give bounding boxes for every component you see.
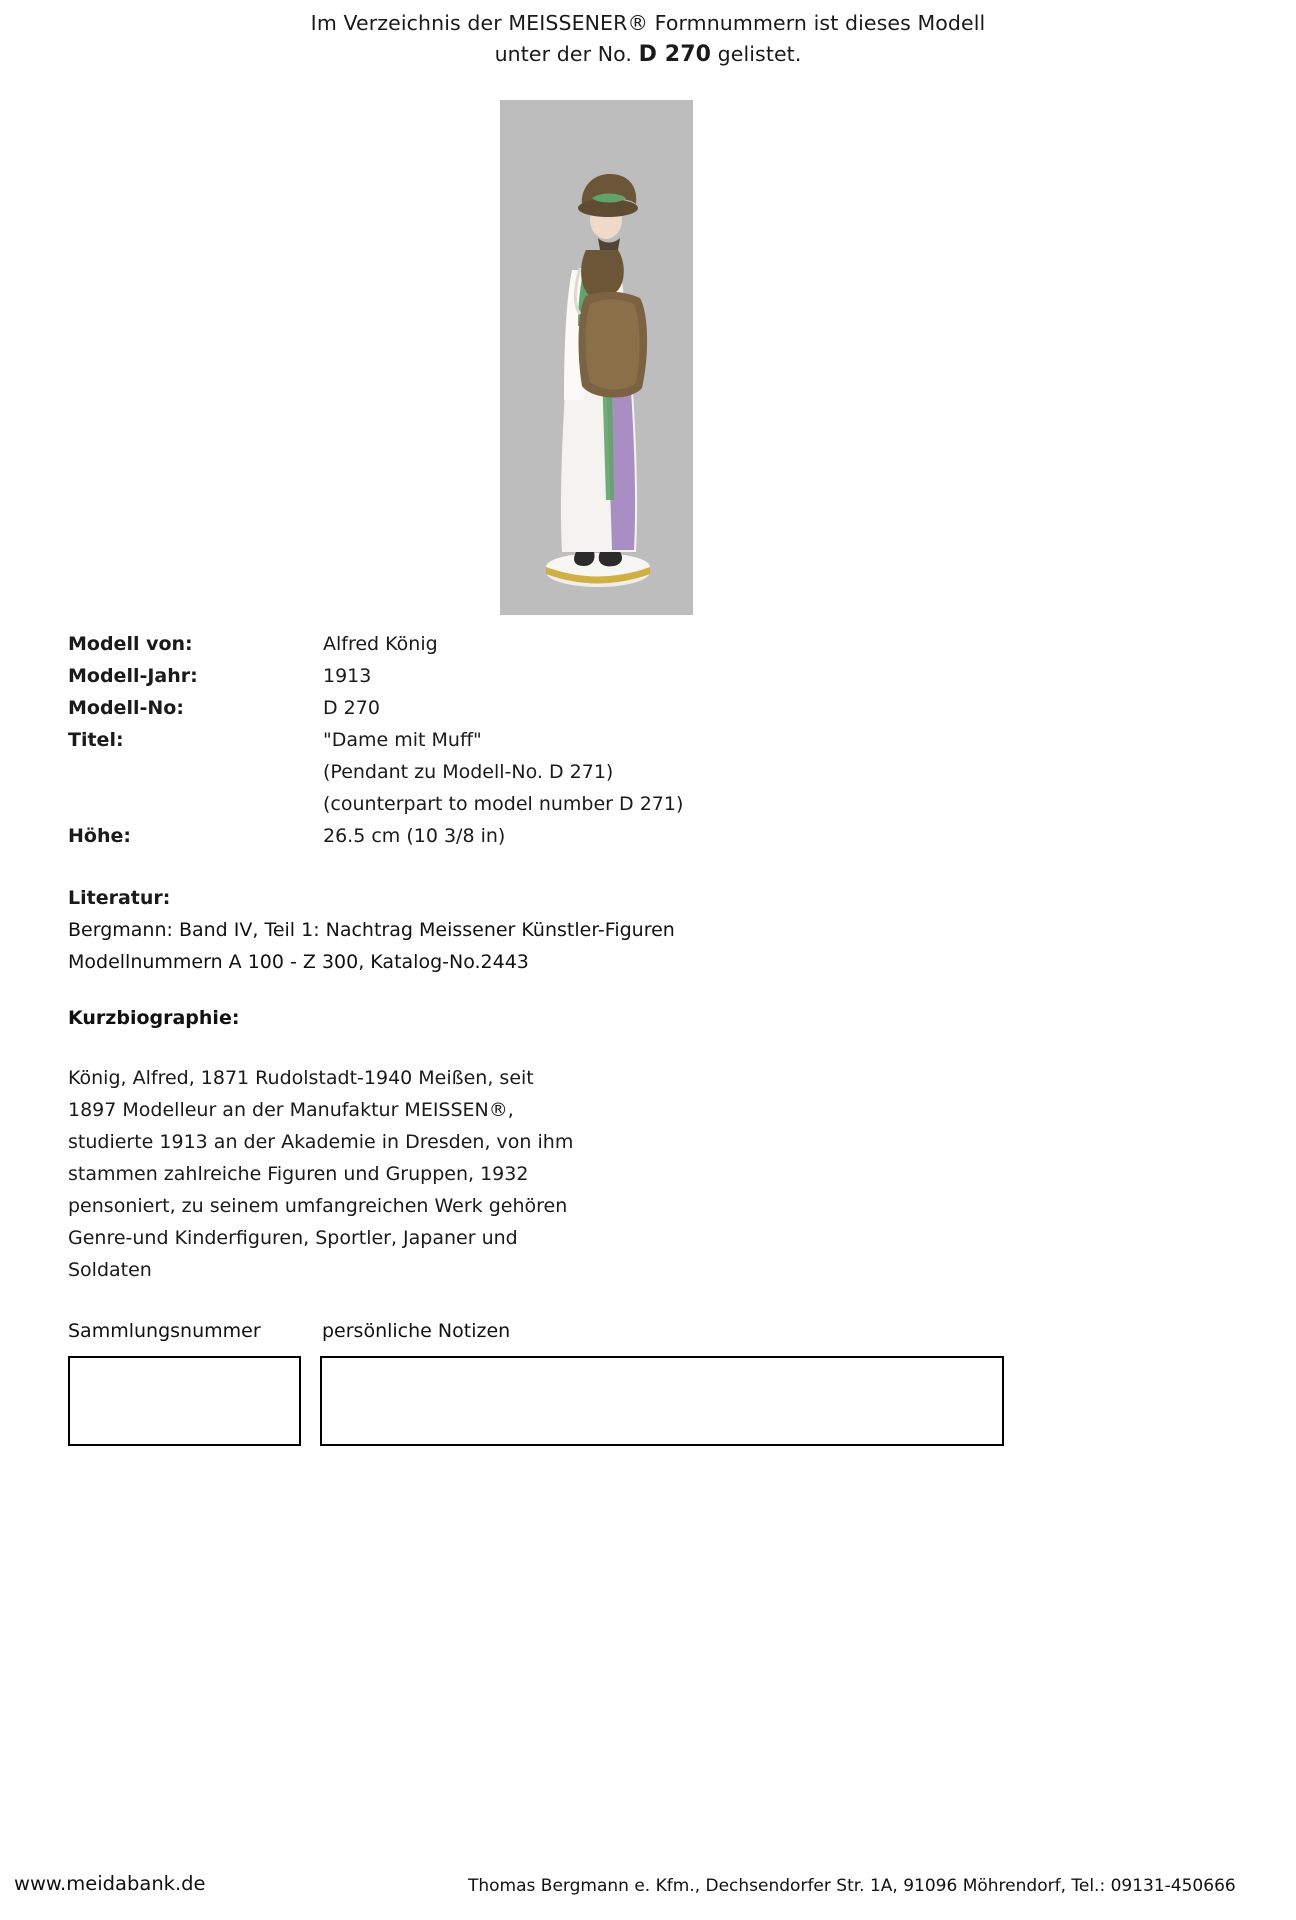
detail-label: Modell-No: — [68, 697, 184, 719]
literature-section — [68, 882, 968, 978]
biography-line: Genre-und Kinderfiguren, Sportler, Japaner und — [68, 1227, 518, 1249]
detail-value: 1913 — [323, 665, 372, 687]
header-line-2 — [0, 39, 1296, 70]
biography-line: stammen zahlreiche Figuren und Gruppen, 1932 — [68, 1163, 529, 1185]
biography-line: 1897 Modelleur an der Manufaktur MEISSEN®, — [68, 1099, 514, 1121]
detail-label: Modell-Jahr: — [68, 665, 198, 687]
biography-line: pensoniert, zu seinem umfangreichen Werk gehören — [68, 1195, 568, 1217]
table-row — [68, 692, 868, 724]
page-footer — [0, 1872, 1296, 1902]
model-details-table — [68, 628, 868, 852]
biography-line: Soldaten — [68, 1259, 152, 1281]
figurine-photo — [500, 100, 693, 615]
collection-number-field[interactable] — [68, 1356, 301, 1446]
personal-notes-field[interactable] — [320, 1356, 1004, 1446]
detail-label — [68, 756, 323, 788]
detail-value: (Pendant zu Modell-No. D 271) — [323, 761, 614, 783]
detail-label — [68, 788, 323, 820]
figurine-illustration — [500, 100, 693, 615]
biography-line: studierte 1913 an der Akademie in Dresden, von ihm — [68, 1131, 574, 1153]
table-row — [68, 756, 868, 788]
table-row — [68, 660, 868, 692]
literature-title: Literatur: — [68, 887, 171, 909]
detail-label: Modell von: — [68, 633, 193, 655]
website-link[interactable]: www.meidabank.de — [14, 1872, 206, 1895]
table-row — [68, 628, 868, 660]
detail-value: 26.5 cm (10 3/8 in) — [323, 825, 506, 847]
personal-notes-label: persönliche Notizen — [322, 1320, 511, 1342]
model-number-highlight: D 270 — [638, 42, 712, 67]
biography-title: Kurzbiographie: — [68, 1007, 240, 1029]
detail-value: (counterpart to model number D 271) — [323, 793, 684, 815]
literature-line-2: Modellnummern A 100 - Z 300, Katalog-No.2443 — [68, 951, 529, 973]
detail-value: D 270 — [323, 697, 380, 719]
company-address: Thomas Bergmann e. Kfm., Dechsendorfer Str. 1A, 91096 Möhrendorf, Tel.: 09131-450666 — [468, 1876, 1236, 1896]
detail-value: Alfred König — [323, 633, 438, 655]
collection-number-label: Sammlungsnummer — [68, 1320, 261, 1342]
literature-line-1: Bergmann: Band IV, Teil 1: Nachtrag Meissener Künstler-Figuren — [68, 919, 675, 941]
biography-section — [68, 1002, 768, 1286]
table-row — [68, 820, 868, 852]
table-row — [68, 724, 868, 756]
header-line-2-post: gelistet. — [711, 42, 802, 66]
biography-line: König, Alfred, 1871 Rudolstadt-1940 Meißen, seit — [68, 1067, 534, 1089]
detail-value: "Dame mit Muff" — [323, 729, 482, 751]
page-header — [0, 8, 1296, 70]
detail-label: Titel: — [68, 729, 124, 751]
header-line-2-pre: unter der No. — [494, 42, 639, 66]
table-row — [68, 788, 868, 820]
detail-label: Höhe: — [68, 825, 131, 847]
header-line-1: Im Verzeichnis der MEISSENER® Formnummern ist dieses Modell — [310, 11, 986, 35]
